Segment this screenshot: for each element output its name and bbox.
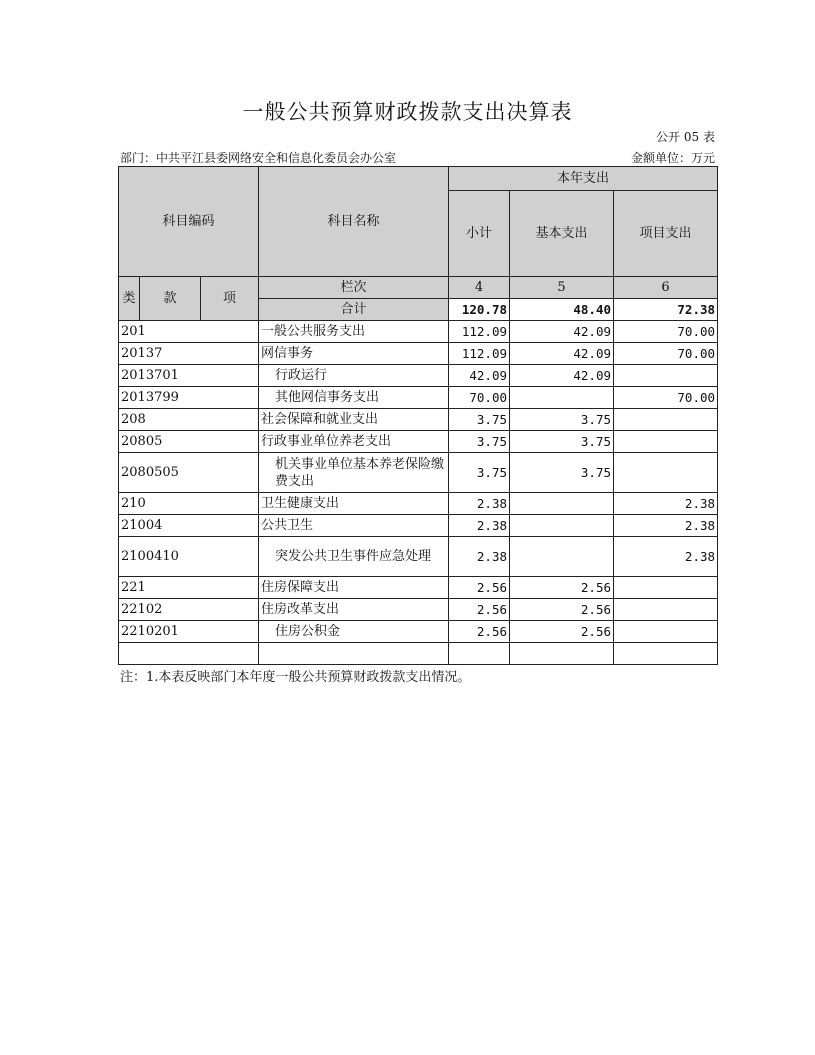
- total-subtotal: 120.78: [449, 299, 510, 321]
- table-row: [119, 537, 718, 577]
- row-code: 22102: [119, 599, 259, 621]
- row-project: 70.00: [614, 321, 718, 343]
- row-code: 210: [119, 493, 259, 515]
- header-kuan: 款: [140, 277, 201, 321]
- row-name: 住房保障支出: [259, 577, 449, 599]
- row-project: [614, 577, 718, 599]
- row-subtotal: 3.75: [449, 431, 510, 453]
- row-basic: 3.75: [510, 453, 614, 493]
- row-basic: [510, 537, 614, 577]
- row-subtotal: 112.09: [449, 321, 510, 343]
- header-subject-code: 科目编码: [119, 167, 259, 277]
- row-name: 突发公共卫生事件应急处理: [259, 537, 449, 577]
- row-subtotal: 2.38: [449, 515, 510, 537]
- table-row: [119, 365, 718, 387]
- row-basic: 42.09: [510, 343, 614, 365]
- row-project: [614, 599, 718, 621]
- row-basic: [510, 493, 614, 515]
- row-subtotal: 2.56: [449, 577, 510, 599]
- empty-cell: [510, 643, 614, 665]
- total-basic: 48.40: [510, 299, 614, 321]
- table-row: [119, 493, 718, 515]
- row-name: 社会保障和就业支出: [259, 409, 449, 431]
- row-name: 机关事业单位基本养老保险缴费支出: [259, 453, 449, 493]
- table-row: [119, 599, 718, 621]
- row-project: 70.00: [614, 387, 718, 409]
- row-basic: [510, 515, 614, 537]
- row-basic: 2.56: [510, 621, 614, 643]
- row-project: 2.38: [614, 537, 718, 577]
- header-basic-expense: 基本支出: [510, 191, 614, 277]
- row-project: [614, 621, 718, 643]
- total-label: 合计: [259, 299, 449, 321]
- table-row: [119, 577, 718, 599]
- table-row: [119, 343, 718, 365]
- row-code: 2100410: [119, 537, 259, 577]
- total-project: 72.38: [614, 299, 718, 321]
- row-project: 2.38: [614, 515, 718, 537]
- empty-cell: [259, 643, 449, 665]
- row-subtotal: 2.38: [449, 537, 510, 577]
- row-name: 行政运行: [259, 365, 449, 387]
- header-subject-name: 科目名称: [259, 167, 449, 277]
- header-project-expense: 项目支出: [614, 191, 718, 277]
- table-row: [119, 387, 718, 409]
- table-row: [119, 621, 718, 643]
- row-name: 住房公积金: [259, 621, 449, 643]
- row-code: 201: [119, 321, 259, 343]
- row-code: 21004: [119, 515, 259, 537]
- header-column-index: 栏次: [259, 277, 449, 299]
- row-subtotal: 3.75: [449, 409, 510, 431]
- row-project: [614, 365, 718, 387]
- row-basic: 3.75: [510, 431, 614, 453]
- row-basic: 2.56: [510, 599, 614, 621]
- row-project: 2.38: [614, 493, 718, 515]
- row-code: 20805: [119, 431, 259, 453]
- row-code: 20137: [119, 343, 259, 365]
- table-row: [119, 453, 718, 493]
- column-index-value: 6: [614, 277, 718, 299]
- row-code: 2013701: [119, 365, 259, 387]
- header-subtotal: 小计: [449, 191, 510, 277]
- header-xiang: 项: [201, 277, 259, 321]
- row-project: 70.00: [614, 343, 718, 365]
- header-lei: 类: [119, 277, 140, 321]
- row-name: 住房改革支出: [259, 599, 449, 621]
- row-basic: 2.56: [510, 577, 614, 599]
- row-code: 2080505: [119, 453, 259, 493]
- row-subtotal: 2.38: [449, 493, 510, 515]
- table-row: [119, 515, 718, 537]
- row-project: [614, 409, 718, 431]
- row-name: 公共卫生: [259, 515, 449, 537]
- table-row: [119, 431, 718, 453]
- column-index-value: 4: [449, 277, 510, 299]
- footnote: 注：1.本表反映部门本年度一般公共预算财政拨款支出情况。: [120, 670, 471, 685]
- table-row-empty: [119, 643, 718, 665]
- amount-unit: 金额单位：万元: [630, 151, 715, 165]
- row-name: 卫生健康支出: [259, 493, 449, 515]
- row-name: 行政事业单位养老支出: [259, 431, 449, 453]
- row-code: 221: [119, 577, 259, 599]
- row-name: 网信事务: [259, 343, 449, 365]
- row-subtotal: 70.00: [449, 387, 510, 409]
- row-project: [614, 453, 718, 493]
- empty-cell: [614, 643, 718, 665]
- empty-cell: [119, 643, 259, 665]
- row-name: 一般公共服务支出: [259, 321, 449, 343]
- row-code: 2210201: [119, 621, 259, 643]
- department-label: 部门：中共平江县委网络安全和信息化委员会办公室: [120, 151, 397, 165]
- row-code: 2013799: [119, 387, 259, 409]
- row-code: 208: [119, 409, 259, 431]
- header-current-year-expense: 本年支出: [449, 167, 718, 191]
- row-basic: 42.09: [510, 321, 614, 343]
- table-row: [119, 409, 718, 431]
- row-basic: 3.75: [510, 409, 614, 431]
- form-number: 公开 05 表: [656, 130, 715, 144]
- column-index-value: 5: [510, 277, 614, 299]
- row-name: 其他网信事务支出: [259, 387, 449, 409]
- empty-cell: [449, 643, 510, 665]
- row-basic: 42.09: [510, 365, 614, 387]
- row-project: [614, 431, 718, 453]
- page-title: 一般公共预算财政拨款支出决算表: [242, 100, 573, 124]
- row-subtotal: 112.09: [449, 343, 510, 365]
- row-basic: [510, 387, 614, 409]
- expenditure-table: [118, 166, 718, 665]
- row-subtotal: 2.56: [449, 599, 510, 621]
- table-row: [119, 321, 718, 343]
- row-subtotal: 3.75: [449, 453, 510, 493]
- row-subtotal: 42.09: [449, 365, 510, 387]
- row-subtotal: 2.56: [449, 621, 510, 643]
